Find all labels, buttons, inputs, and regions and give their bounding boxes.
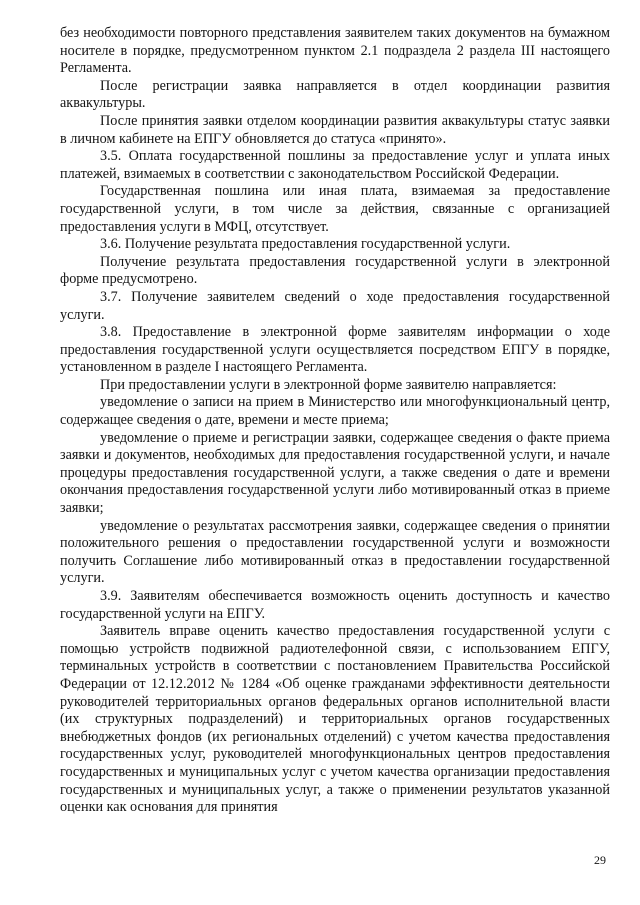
- page-number: 29: [594, 853, 606, 867]
- paragraph-section-3-8: 3.8. Предоставление в электронной форме заявителям информации о ходе предоставления государственной услуги осуществляется посредством ЕПГУ в порядке, установленном в разделе I настоящего Регламента.: [60, 324, 610, 376]
- paragraph-continuation: без необходимости повторного представления заявителем таких документов на бумажном носителе в порядке, предусмотренном пунктом 2.1 подраздела 2 раздела III настоящего Регламента.: [60, 25, 610, 77]
- paragraph-section-3-7: 3.7. Получение заявителем сведений о ходе предоставления государственной услуги.: [60, 288, 610, 323]
- paragraph: После принятия заявки отделом координации развития аквакультуры статус заявки в личном кабинете на ЕПГУ обновляется до статуса «принято».: [60, 112, 610, 147]
- paragraph: Государственная пошлина или иная плата, взимаемая за предоставление государственной услуги, в том числе за действия, связанные с организацией предоставления услуги в МФЦ, отсутствует.: [60, 183, 610, 235]
- paragraph: Заявитель вправе оценить качество предоставления государственной услуги с помощью устройств подвижной радиотелефонной связи, с использованием ЕПГУ, терминальных устройств в соответствии с постановлением Правительства Российской Федерации от 12.12.2012 № 1284 «Об оценке гражданами эффективности деятельности руководителей территориальных органов федеральных органов исполнительной власти (их структурных подразделений) и территориальных органов государственных внебюджетных фондов (их региональных отделений) с учетом качества предоставления государственных услуг, руководителей многофункциональных центров предоставления государственных и муниципальных услуг с учетом качества организации предоставления государственных и муниципальных услуг, а также о применении результатов указанной оценки как основания для принятия: [60, 623, 610, 816]
- document-body: [60, 25, 610, 817]
- paragraph-section-3-9: 3.9. Заявителям обеспечивается возможность оценить доступность и качество государственной услуги на ЕПГУ.: [60, 588, 610, 622]
- paragraph-section-3-5: 3.5. Оплата государственной пошлины за предоставление услуг и уплата иных платежей, взимаемых в соответствии с законодательством Российской Федерации.: [60, 148, 610, 182]
- paragraph: При предоставлении услуги в электронной форме заявителю направляется:: [100, 376, 557, 393]
- list-item-notification: уведомление о результатах рассмотрения заявки, содержащее сведения о принятии положительного решения о предоставлении государственной услуги и возможности получить Соглашение либо мотивированный отказ в предоставлении государственной услуги.: [60, 517, 610, 587]
- paragraph: После регистрации заявка направляется в отдел координации развития аквакультуры.: [60, 77, 610, 112]
- list-item-notification: уведомление о приеме и регистрации заявки, содержащее сведения о факте приема заявки и документов, необходимых для предоставления государственной услуги, и начале процедуры предоставления государственной услуги, а также сведения о дате и времени окончания предоставления государственной услуги либо мотивированный отказ в приеме заявки;: [60, 429, 610, 517]
- paragraph: Получение результата предоставления государственной услуги в электронной форме предусмотрено.: [60, 253, 610, 288]
- paragraph-section-3-6: 3.6. Получение результата предоставления государственной услуги.: [100, 236, 511, 253]
- list-item-notification: уведомление о записи на прием в Министерство или многофункциональный центр, содержащее сведения о дате, времени и месте приема;: [60, 394, 610, 429]
